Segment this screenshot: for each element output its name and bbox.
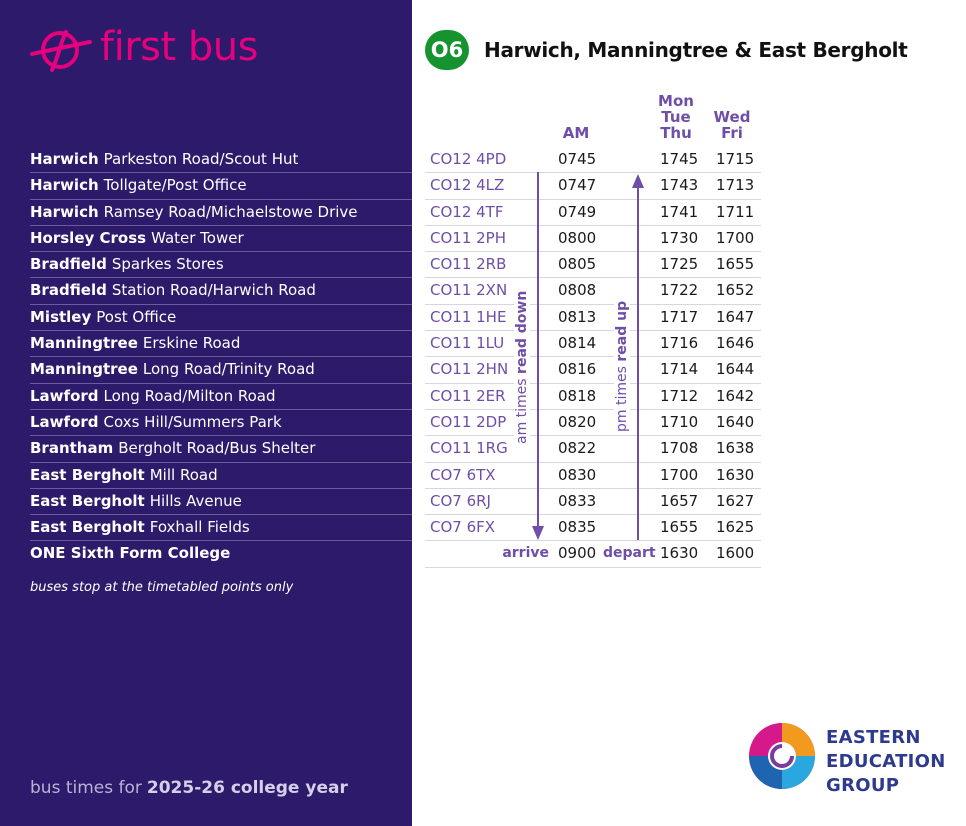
- postcode: CO11 1HE: [430, 307, 507, 326]
- stop-row: [30, 463, 412, 489]
- stop-row: [30, 147, 412, 173]
- pm-mon-thu-time: 1741: [660, 202, 699, 221]
- stop-place: Coxs Hill/Summers Park: [103, 412, 282, 431]
- pm-mon-thu-time: 1710: [660, 412, 699, 431]
- pm-wed-fri-depart-time: 1600: [716, 544, 755, 563]
- am-time: 0813: [558, 307, 597, 326]
- partner-line-1: EASTERN: [826, 727, 921, 748]
- am-time: 0805: [558, 255, 597, 274]
- partner-line-2: EDUCATION: [826, 751, 946, 772]
- pm-wed-fri-time: 1640: [716, 412, 755, 431]
- stop-town: Lawford: [30, 412, 99, 431]
- partner-name: [826, 726, 946, 798]
- table-row: [425, 147, 761, 173]
- eastern-education-group-logo-icon: [746, 720, 818, 792]
- pm-read-up-label: [614, 299, 630, 434]
- stop-row: [30, 173, 412, 199]
- stop-row: [30, 410, 412, 436]
- stop-town: Harwich: [30, 202, 99, 221]
- pm-mon-thu-time: 1717: [660, 307, 699, 326]
- pm-wed-fri-time: 1715: [716, 150, 755, 168]
- am-time: 0835: [558, 518, 597, 537]
- stop-place: Sparkes Stores: [111, 255, 224, 274]
- table-row: [425, 357, 761, 383]
- table-row: [425, 252, 761, 278]
- stop-place: Mill Road: [149, 465, 218, 484]
- stop-town: Brantham: [30, 439, 114, 458]
- postcode: CO7 6FX: [430, 518, 496, 537]
- stop-place: Hills Avenue: [149, 491, 242, 510]
- stop-town: Horsley Cross: [30, 228, 147, 247]
- route-title: Harwich, Manningtree & East Bergholt: [484, 38, 908, 62]
- am-arrive-time: 0900: [558, 544, 597, 563]
- pm-mon-thu-time: 1657: [660, 491, 699, 510]
- stop-town: Harwich: [30, 150, 99, 168]
- depart-label: depart: [603, 545, 656, 562]
- am-time: 0833: [558, 491, 597, 510]
- am-time: 0822: [558, 439, 597, 458]
- stop-place: Erskine Road: [142, 334, 241, 353]
- am-time: 0800: [558, 228, 597, 247]
- pm-mon-thu-time: 1712: [660, 386, 699, 405]
- stop-row: [30, 278, 412, 304]
- stop-town: Harwich: [30, 176, 99, 195]
- postcode: CO11 2ER: [430, 386, 506, 405]
- stop-row: [30, 384, 412, 410]
- col-head-tue: Tue: [661, 108, 691, 126]
- postcode: CO11 2XN: [430, 281, 508, 300]
- table-row: [425, 278, 761, 304]
- am-time: 0749: [558, 202, 597, 221]
- table-row: [425, 515, 761, 541]
- pm-mon-thu-time: 1700: [660, 465, 699, 484]
- postcode: CO11 2HN: [430, 360, 509, 379]
- stop-place: Station Road/Harwich Road: [111, 281, 316, 300]
- table-row: [425, 436, 761, 462]
- am-time: 0830: [558, 465, 597, 484]
- stop-row: [30, 515, 412, 541]
- stop-town: East Bergholt: [30, 465, 145, 484]
- pm-wed-fri-time: 1625: [716, 518, 755, 537]
- route-number-badge: O6: [425, 30, 469, 70]
- stop-row: [30, 489, 412, 515]
- stop-town: East Bergholt: [30, 491, 145, 510]
- stop-list: [30, 147, 412, 568]
- col-head-fri: Fri: [721, 124, 743, 142]
- postcode: CO11 1LU: [430, 334, 505, 353]
- postcode: CO12 4TF: [430, 202, 504, 221]
- am-time: 0814: [558, 334, 597, 353]
- col-head-wed: Wed: [713, 108, 751, 126]
- stop-row: [30, 357, 412, 383]
- am-label-bold: read down: [514, 290, 530, 374]
- stop-place: Post Office: [96, 307, 177, 326]
- first-bus-swoosh-icon: [30, 28, 94, 74]
- am-time: 0816: [558, 360, 597, 379]
- timetable-note: buses stop at the timetabled points only: [30, 580, 294, 595]
- read-down-arrow-icon: [528, 170, 548, 542]
- stop-place: Parkeston Road/Scout Hut: [103, 150, 299, 168]
- stop-town: Bradfield: [30, 281, 107, 300]
- am-read-down-label: [514, 289, 530, 446]
- pm-mon-thu-time: 1655: [660, 518, 699, 537]
- stop-row: [30, 252, 412, 278]
- pm-wed-fri-time: 1642: [716, 386, 755, 405]
- stop-row: [30, 226, 412, 252]
- col-head-mon-tue-thu: [652, 93, 700, 141]
- postcode: CO12 4LZ: [430, 176, 505, 195]
- stop-town: Manningtree: [30, 334, 138, 353]
- stop-town: East Bergholt: [30, 518, 145, 537]
- postcode: CO11 2PH: [430, 228, 507, 247]
- table-row: [425, 384, 761, 410]
- destination-row: [30, 541, 412, 567]
- pm-label-bold: read up: [614, 300, 630, 362]
- pm-mon-thu-time: 1716: [660, 334, 699, 353]
- stop-row: [30, 436, 412, 462]
- pm-wed-fri-time: 1700: [716, 228, 755, 247]
- postcode: CO11 1RG: [430, 439, 508, 458]
- pm-mon-thu-time: 1722: [660, 281, 699, 300]
- col-head-mon: Mon: [658, 92, 694, 110]
- footer-prefix: bus times for: [30, 778, 142, 798]
- stop-row: [30, 331, 412, 357]
- stop-town: Manningtree: [30, 360, 138, 379]
- read-up-arrow-icon: [628, 172, 648, 542]
- pm-mon-thu-time: 1714: [660, 360, 699, 379]
- col-head-am: AM: [562, 124, 590, 142]
- left-panel: [0, 0, 412, 826]
- stop-row: [30, 200, 412, 226]
- pm-wed-fri-time: 1713: [716, 176, 755, 195]
- partner-line-3: GROUP: [826, 775, 900, 796]
- pm-wed-fri-time: 1652: [716, 281, 755, 300]
- stop-place: Bergholt Road/Bus Shelter: [118, 439, 316, 458]
- stop-town: Bradfield: [30, 255, 107, 274]
- stop-row: [30, 305, 412, 331]
- pm-mon-thu-time: 1743: [660, 176, 699, 195]
- brand-name: first bus: [100, 24, 258, 70]
- postcode: CO11 2RB: [430, 255, 507, 274]
- pm-wed-fri-time: 1644: [716, 360, 755, 379]
- pm-wed-fri-time: 1630: [716, 465, 755, 484]
- pm-wed-fri-time: 1638: [716, 439, 755, 458]
- destination-name: ONE Sixth Form College: [30, 544, 231, 563]
- table-row: [425, 200, 761, 226]
- col-head-wed-fri: [709, 109, 755, 141]
- stop-town: Lawford: [30, 386, 99, 405]
- am-time: 0747: [558, 176, 597, 195]
- col-head-thu: Thu: [660, 124, 692, 142]
- pm-mon-thu-time: 1725: [660, 255, 699, 274]
- timetable-grid: [425, 147, 761, 568]
- pm-wed-fri-time: 1711: [716, 202, 755, 221]
- postcode: CO7 6TX: [430, 465, 496, 484]
- stop-place: Ramsey Road/Michaelstowe Drive: [103, 202, 358, 221]
- destination-table-row: [425, 541, 761, 567]
- stop-town: Mistley: [30, 307, 92, 326]
- table-row: [425, 489, 761, 515]
- am-time: 0818: [558, 386, 597, 405]
- pm-mon-thu-depart-time: 1630: [660, 544, 699, 563]
- pm-wed-fri-time: 1655: [716, 255, 755, 274]
- am-time: 0745: [558, 150, 597, 168]
- table-row: [425, 173, 761, 199]
- stop-place: Foxhall Fields: [149, 518, 250, 537]
- stop-place: Long Road/Trinity Road: [142, 360, 315, 379]
- am-label-prefix: am times: [514, 373, 530, 444]
- am-time: 0808: [558, 281, 597, 300]
- am-time: 0820: [558, 412, 597, 431]
- table-row: [425, 305, 761, 331]
- pm-wed-fri-time: 1646: [716, 334, 755, 353]
- footer-text: [30, 778, 348, 798]
- pm-wed-fri-time: 1647: [716, 307, 755, 326]
- footer-year: 2025-26 college year: [146, 778, 348, 798]
- pm-mon-thu-time: 1708: [660, 439, 699, 458]
- pm-mon-thu-time: 1730: [660, 228, 699, 247]
- pm-wed-fri-time: 1627: [716, 491, 755, 510]
- pm-mon-thu-time: 1745: [660, 150, 699, 168]
- postcode: CO12 4PD: [430, 150, 507, 168]
- stop-place: Long Road/Milton Road: [103, 386, 276, 405]
- postcode: CO7 6RJ: [430, 491, 491, 510]
- arrive-label: arrive: [502, 545, 549, 562]
- table-row: [425, 331, 761, 357]
- table-row: [425, 410, 761, 436]
- table-row: [425, 226, 761, 252]
- table-row: [425, 463, 761, 489]
- postcode: CO11 2DP: [430, 412, 507, 431]
- pm-label-prefix: pm times: [614, 361, 630, 432]
- stop-place: Tollgate/Post Office: [103, 176, 247, 195]
- stop-place: Water Tower: [151, 228, 244, 247]
